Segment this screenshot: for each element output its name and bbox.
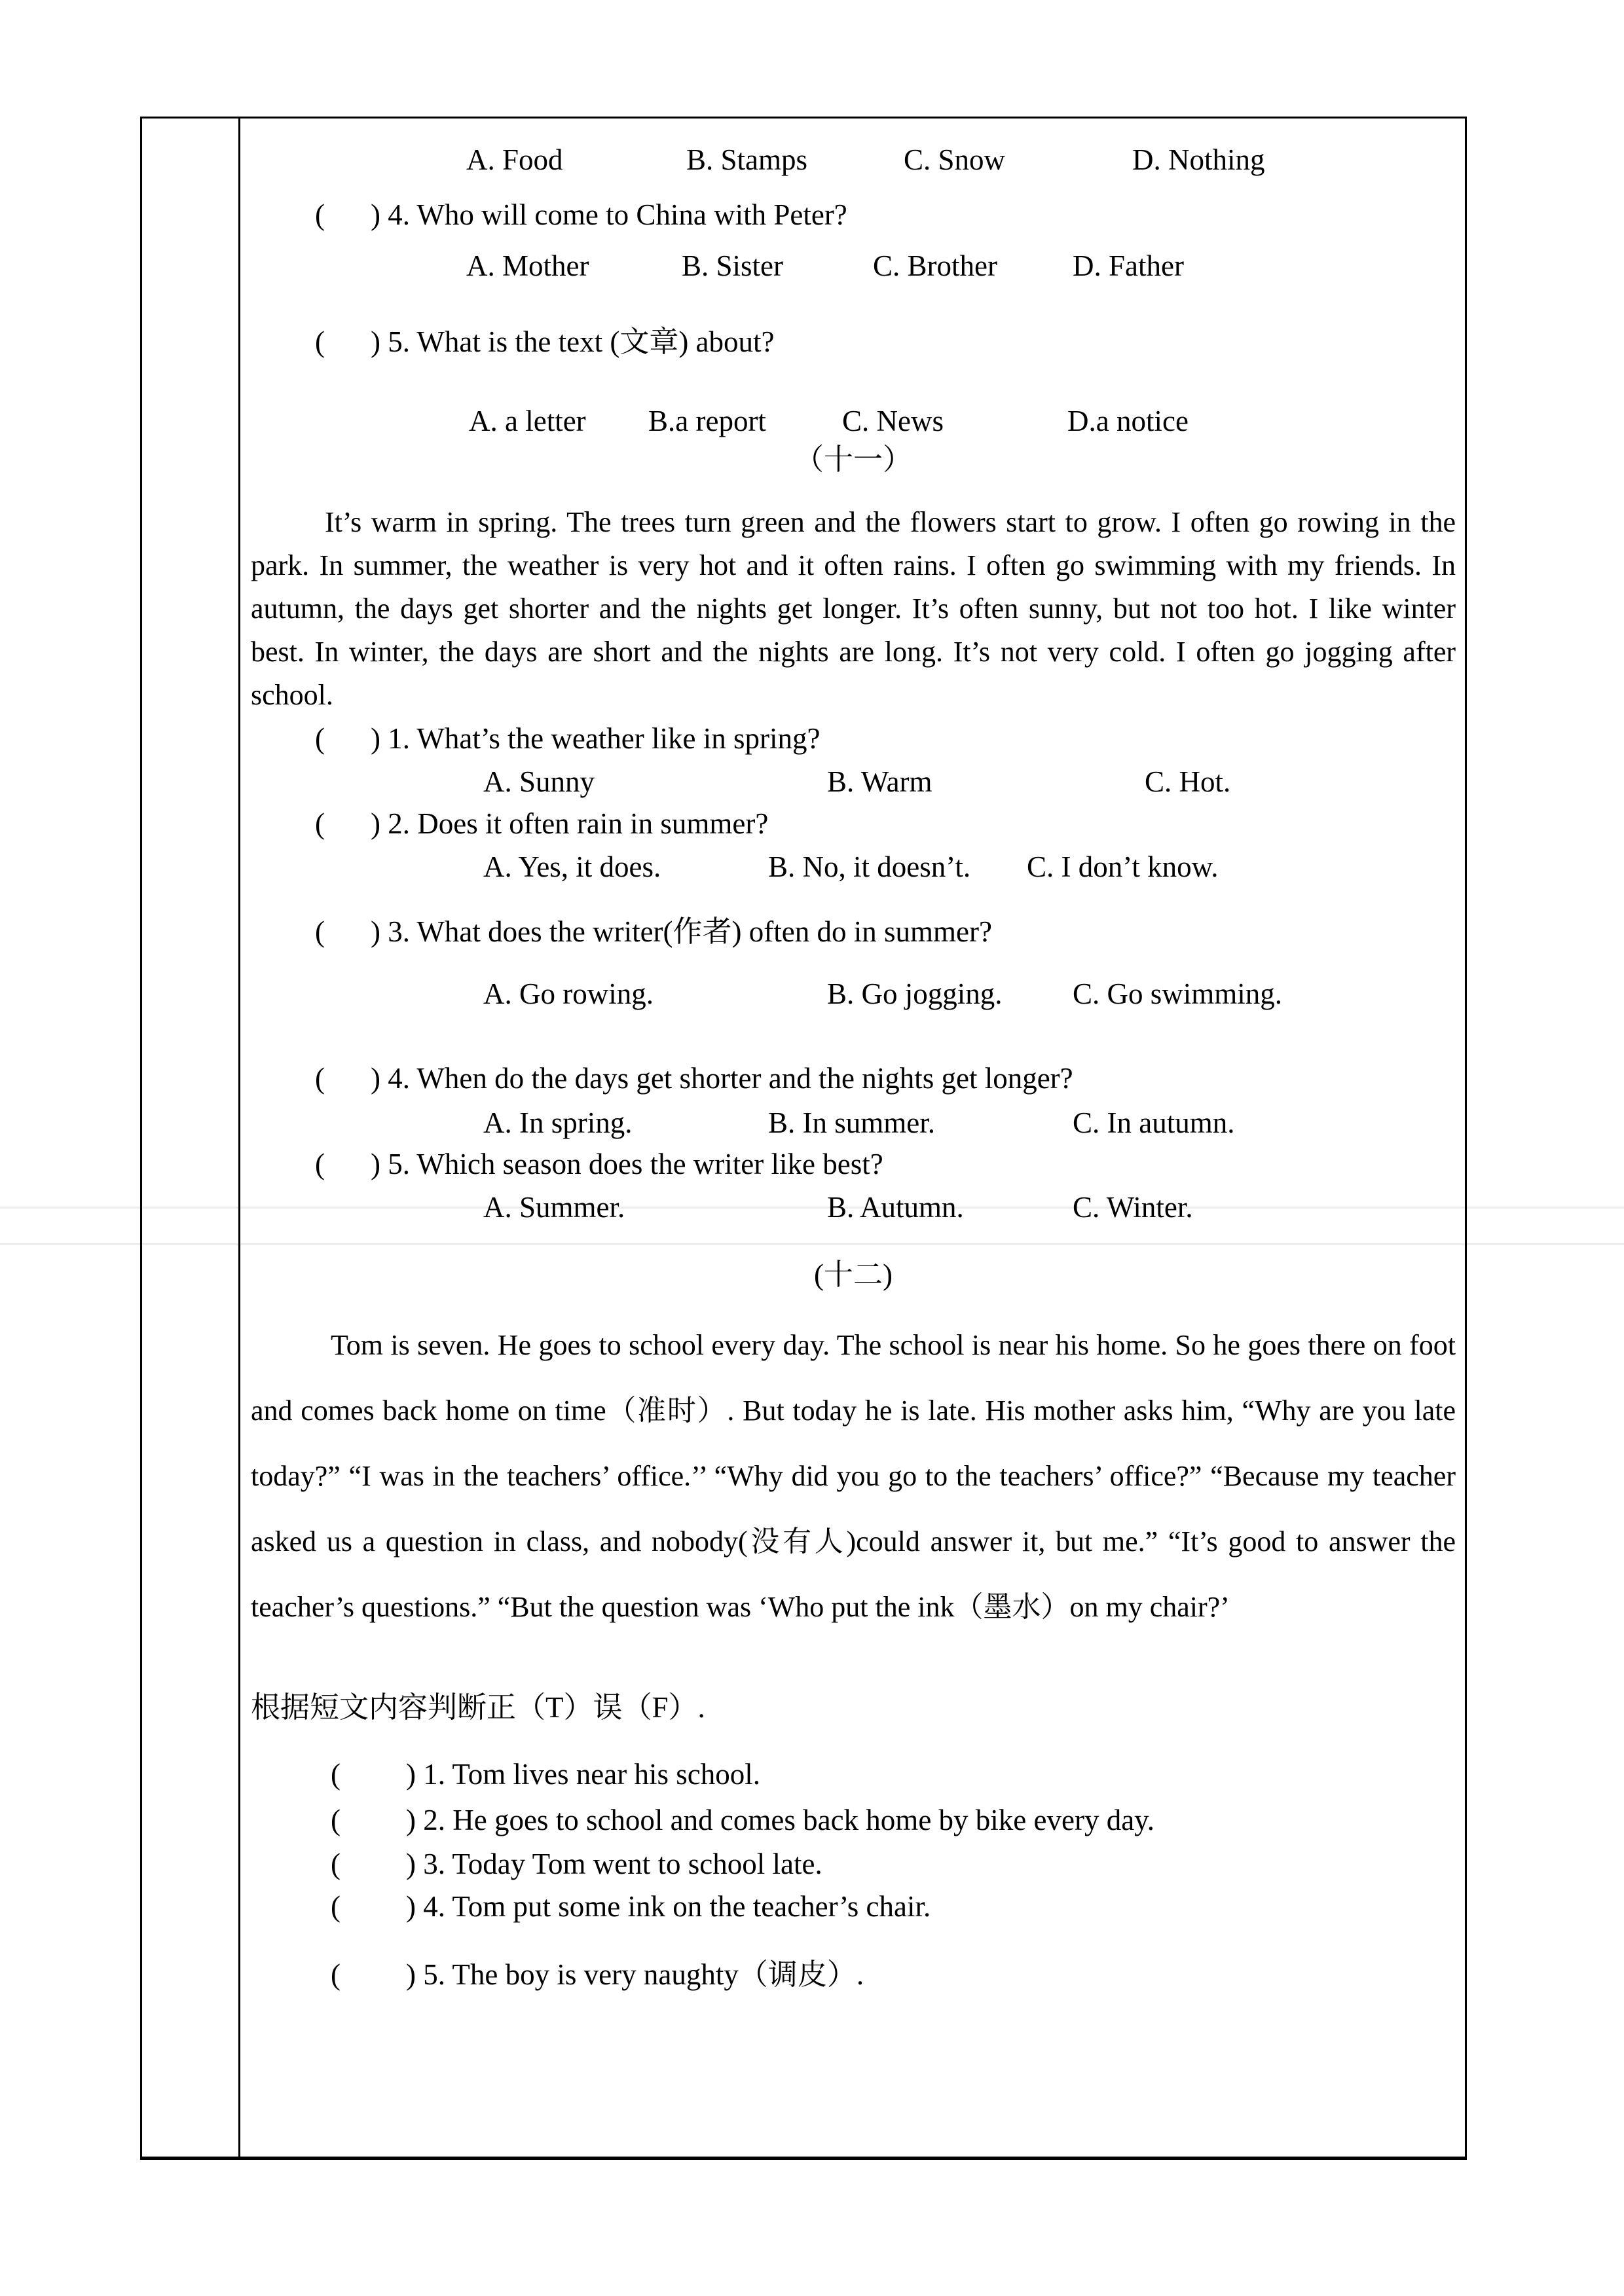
option: A. Mother <box>466 249 589 282</box>
option: D. Father <box>1073 249 1184 282</box>
option: C. Hot. <box>1145 765 1231 798</box>
question-text: ) 5. What is the text (文章) about? <box>371 325 775 358</box>
option: C. Go swimming. <box>1073 977 1283 1010</box>
score-column <box>142 118 240 2157</box>
question-text: ) 5. Which season does the writer like best? <box>371 1148 883 1180</box>
question-line <box>315 323 1456 360</box>
instruction-line: 根据短文内容判断正（T）误（F）. <box>251 1691 705 1724</box>
question-text: ) 4. Who will come to China with Peter? <box>371 198 847 231</box>
reading-passage: It’s warm in spring. The trees turn green and the flowers start to grow. I often go rowing in the park. In summer, the weather is very hot and it often rains. I often go swimming with my friends. In autumn, the days get shorter and the nights get longer. It’s often sunny, but not too hot. I like winter best. In winter, the days are short and the nights are long. It’s not very cold. I often go jogging after school. <box>251 506 1456 711</box>
answer-blank: ( <box>315 1062 325 1095</box>
option: A. Food <box>466 143 563 176</box>
option: A. In spring. <box>483 1106 633 1139</box>
option: D. Nothing <box>1132 143 1265 176</box>
answer-blank: ( <box>331 1804 341 1836</box>
answer-blank: ( <box>315 1148 325 1180</box>
option: B. Go jogging. <box>827 977 1003 1010</box>
option: C. Winter. <box>1073 1191 1193 1224</box>
section-heading: （十一） <box>794 443 912 476</box>
option: A. Yes, it does. <box>483 850 661 883</box>
answer-blank: ( <box>315 325 325 358</box>
answer-blank: ( <box>315 807 325 840</box>
options-row <box>251 848 1456 886</box>
tf-item <box>331 1802 1456 1838</box>
tf-text: ) 3. Today Tom went to school late. <box>406 1848 822 1880</box>
options-row <box>251 247 1456 285</box>
question-text: ) 3. What does the writer(作者) often do in summer? <box>371 915 992 948</box>
reading-passage: Tom is seven. He goes to school every day. The school is near his home. So he goes there on foot and comes back home on time（准时）. But today he is late. His mother asks him, “Why are you late today?” “I was in the teachers’ office.’’ “Why did you go to the teachers’ office?” “Because my teacher asked us a question in class, and nobody(没有人)could answer it, but me.” “It’s good to answer the teacher’s questions.” “But the question was ‘Who put the ink（墨水）on my chair?’ <box>251 1329 1456 1623</box>
option: B. No, it doesn’t. <box>768 850 971 883</box>
section-heading: (十二) <box>814 1258 893 1291</box>
option: C. News <box>842 405 944 437</box>
tf-item <box>331 1956 1456 1993</box>
option: A. a letter <box>469 405 586 437</box>
options-row <box>251 141 1456 179</box>
answer-blank: ( <box>331 1848 341 1880</box>
tf-text: ) 5. The boy is very naughty（调皮）. <box>406 1958 864 1991</box>
option: A. Go rowing. <box>483 977 654 1010</box>
tf-item <box>331 1888 1456 1925</box>
question-line <box>315 1060 1456 1097</box>
question-line <box>315 805 1456 842</box>
option: A. Sunny <box>483 765 595 798</box>
tf-item <box>331 1846 1456 1882</box>
option: C. In autumn. <box>1073 1106 1235 1139</box>
option: B. Sister <box>682 249 784 282</box>
tf-text: ) 2. He goes to school and comes back home by bike every day. <box>406 1804 1154 1836</box>
question-text: ) 1. What’s the weather like in spring? <box>371 722 821 755</box>
option: B. Autumn. <box>827 1191 964 1224</box>
option: C. Brother <box>873 249 997 282</box>
tf-text: ) 1. Tom lives near his school. <box>406 1758 760 1791</box>
answer-blank: ( <box>331 1890 341 1923</box>
options-row <box>251 1188 1456 1226</box>
option: B. Warm <box>827 765 932 798</box>
option: D.a notice <box>1067 405 1189 437</box>
option: B. Stamps <box>686 143 808 176</box>
tf-text: ) 4. Tom put some ink on the teacher’s chair. <box>406 1890 931 1923</box>
options-row <box>251 402 1456 440</box>
question-line <box>315 913 1456 950</box>
answer-blank: ( <box>315 722 325 755</box>
question-line <box>315 720 1456 757</box>
tf-item <box>331 1756 1456 1793</box>
answer-blank: ( <box>315 198 325 231</box>
options-row <box>251 975 1456 1013</box>
worksheet-table <box>140 117 1467 2160</box>
question-text: ) 4. When do the days get shorter and the nights get longer? <box>371 1062 1073 1095</box>
content-column <box>240 118 1465 2157</box>
option: C. I don’t know. <box>1027 850 1219 883</box>
question-text: ) 2. Does it often rain in summer? <box>371 807 769 840</box>
options-row <box>251 763 1456 801</box>
answer-blank: ( <box>331 1758 341 1791</box>
question-line <box>315 1146 1456 1182</box>
option: A. Summer. <box>483 1191 625 1224</box>
option: B.a report <box>648 405 766 437</box>
options-row <box>251 1104 1456 1142</box>
question-line <box>315 196 1456 233</box>
option: C. Snow <box>904 143 1006 176</box>
option: B. In summer. <box>768 1106 935 1139</box>
answer-blank: ( <box>315 915 325 948</box>
answer-blank: ( <box>331 1958 341 1991</box>
